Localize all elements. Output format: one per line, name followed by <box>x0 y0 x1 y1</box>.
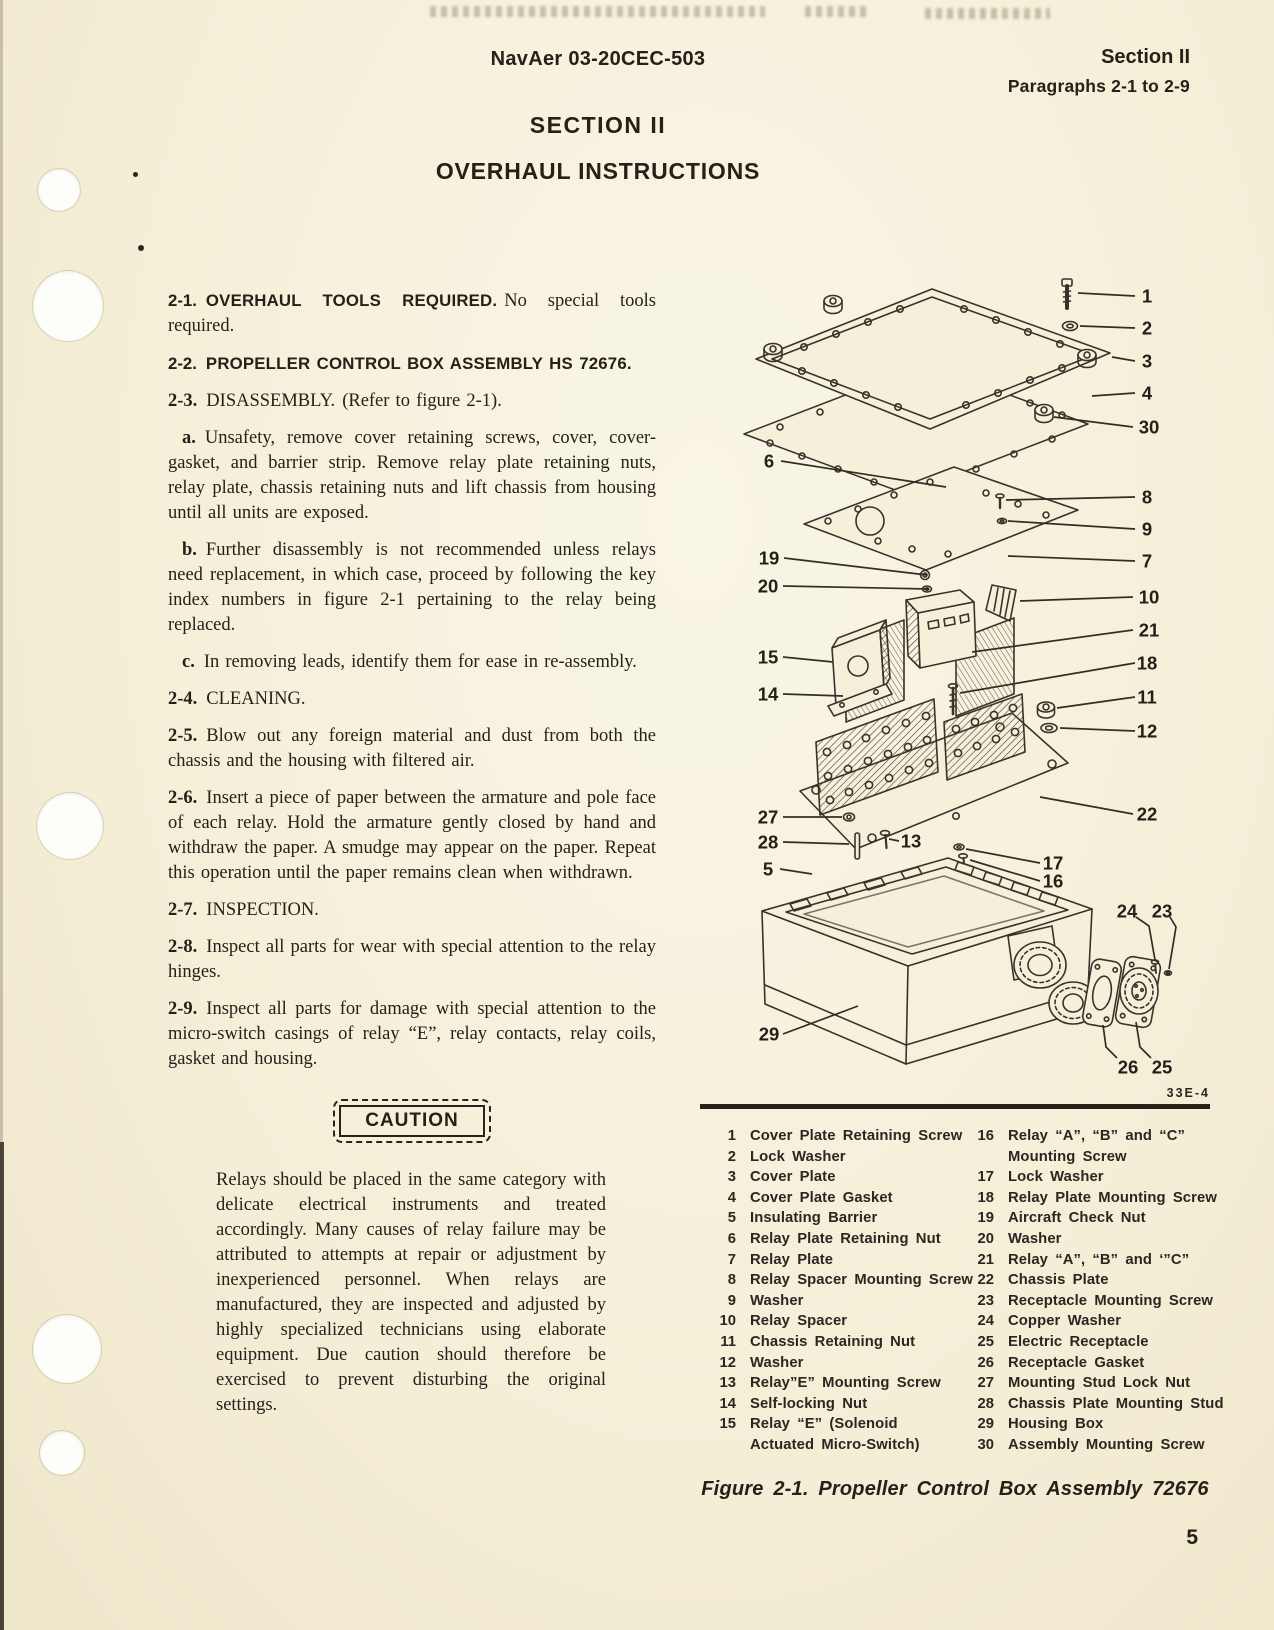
copper-washer-art <box>1165 971 1172 975</box>
part-item: 18 Relay Plate Mounting Screw <box>977 1189 1217 1206</box>
callout-number-3: 3 <box>1141 350 1153 372</box>
part-item: 27 Mounting Stud Lock Nut <box>977 1375 1191 1392</box>
callout-leader-24 <box>1136 917 1155 960</box>
callout-number-19: 19 <box>758 547 780 569</box>
callout-number-16: 16 <box>1042 870 1064 892</box>
header-right <box>1008 46 1190 97</box>
part-item: 12 Washer <box>719 1354 804 1371</box>
relay-plate-art <box>804 467 1078 570</box>
figure-rule <box>700 1104 1210 1109</box>
paper-speck <box>138 245 144 251</box>
electric-receptacle-art <box>1114 955 1161 1028</box>
part-item: 30 Assembly Mounting Screw <box>977 1436 1205 1453</box>
caution-label: CAUTION <box>339 1105 485 1137</box>
part-item: 14 Self-locking Nut <box>719 1395 868 1412</box>
callout-number-29: 29 <box>758 1023 780 1045</box>
callout-leader-15 <box>783 657 833 662</box>
callout-number-10: 10 <box>1138 586 1160 608</box>
part-item: 23 Receptacle Mounting Screw <box>977 1292 1214 1309</box>
paragraphs <box>168 288 656 1072</box>
callout-leader-1 <box>1078 293 1135 296</box>
part-item: 17 Lock Washer <box>977 1169 1104 1186</box>
callout-leader-4 <box>1092 393 1135 396</box>
parts-legend-left <box>710 1126 974 1456</box>
scan-smudge <box>430 6 765 17</box>
callout-number-30: 30 <box>1138 416 1160 438</box>
callout-leader-10 <box>1020 597 1133 601</box>
parts-legend <box>710 1126 1224 1456</box>
callout-leader-5 <box>780 869 812 874</box>
parts-legend-right <box>968 1126 1224 1456</box>
section-subtitle: OVERHAUL INSTRUCTIONS <box>435 158 761 184</box>
callout-leader-13 <box>889 839 899 841</box>
callout-leader-17 <box>966 849 1040 863</box>
part-item: 11 Chassis Retaining Nut <box>720 1333 916 1350</box>
part-item: 9 Washer <box>727 1292 804 1309</box>
lock-washer-art <box>1063 322 1078 331</box>
stud-lock-nut-art <box>844 813 855 821</box>
part-item: Actuated Micro-Switch) <box>750 1436 920 1453</box>
callout-leader-23 <box>1169 917 1176 969</box>
callout-number-20: 20 <box>757 575 779 597</box>
figure-caption: Figure 2-1. Propeller Control Box Assembly 72676 <box>701 1478 1209 1500</box>
paragraph-b: b. Further disassembly is not recommended unless relays need replacement, in which case, proceed by following the key index numbers in figure 2-1 pertaining to the relay being replaced. <box>168 540 656 635</box>
part-item: 28 Chassis Plate Mounting Stud <box>977 1395 1224 1412</box>
paragraph-c: c. In removing leads, identify them for ease in re-assembly. <box>182 652 637 672</box>
callout-leader-12 <box>1060 728 1135 731</box>
callout-number-27: 27 <box>757 806 779 828</box>
callout-number-11: 11 <box>1137 686 1157 708</box>
paragraph-2-8: 2-8. Inspect all parts for wear with special attention to the relay hinges. <box>168 937 656 982</box>
part-item: 15 Relay “E” (Solenoid <box>719 1416 898 1433</box>
callout-number-5: 5 <box>762 858 774 880</box>
mounting-stud-art <box>855 833 860 859</box>
callout-number-26: 26 <box>1117 1056 1139 1078</box>
caution-box <box>333 1099 491 1143</box>
callout-number-9: 9 <box>1141 518 1153 540</box>
callout-number-14: 14 <box>757 683 779 705</box>
paragraph-2-2: 2-2. PROPELLER CONTROL BOX ASSEMBLY HS 72676. <box>168 354 632 373</box>
callout-leader-22 <box>1040 797 1133 814</box>
part-item: 22 Chassis Plate <box>977 1272 1109 1289</box>
punch-hole <box>33 1315 101 1383</box>
header-paragraph-range: Paragraphs 2-1 to 2-9 <box>1007 76 1190 96</box>
callout-number-23: 23 <box>1151 900 1173 922</box>
part-item: 13 Relay”E” Mounting Screw <box>719 1375 941 1392</box>
part-item: 10 Relay Spacer <box>719 1313 848 1330</box>
relay-spacer-art <box>986 585 1016 621</box>
callout-number-4: 4 <box>1141 382 1153 404</box>
paragraph-2-3: 2-3. DISASSEMBLY. (Refer to figure 2-1). <box>168 391 502 411</box>
callout-number-28: 28 <box>757 831 779 853</box>
part-item: 26 Receptacle Gasket <box>977 1354 1145 1371</box>
text-column <box>168 288 656 1418</box>
relay-abc-art <box>906 590 976 668</box>
scan-edge-strip <box>0 1142 4 1630</box>
cover-plate-art <box>756 289 1110 429</box>
callout-leader-14 <box>783 694 843 696</box>
callout-leader-3 <box>1112 357 1135 361</box>
punch-hole <box>33 271 103 341</box>
part-item: 6 Relay Plate Retaining Nut <box>727 1230 941 1247</box>
part-item: 4 Cover Plate Gasket <box>727 1189 893 1206</box>
callout-leader-11 <box>1057 697 1135 708</box>
doc-number: NavAer 03-20CEC-503 <box>490 48 706 70</box>
part-item: 19 Aircraft Check Nut <box>977 1210 1146 1227</box>
exploded-diagram <box>695 258 1215 1083</box>
callout-number-21: 21 <box>1138 619 1160 641</box>
cover-screw-art <box>1062 279 1072 308</box>
part-item: Mounting Screw <box>1008 1148 1127 1165</box>
part-item: 5 Insulating Barrier <box>727 1210 878 1227</box>
paragraph-2-9: 2-9. Inspect all parts for damage with special attention to the micro-switch casings of relay “E”, relay contacts, relay coils, gasket and housing. <box>168 999 656 1069</box>
callout-leader-7 <box>1008 556 1135 561</box>
paragraph-2-1: 2-1. OVERHAUL TOOLS REQUIRED. No special tools required. <box>168 291 656 336</box>
part-item: 25 Electric Receptacle <box>977 1333 1149 1350</box>
part-item: 2 Lock Washer <box>727 1148 846 1165</box>
part-item: 7 Relay Plate <box>727 1251 834 1268</box>
paragraph-a: a. Unsafety, remove cover retaining screws, cover, cover-gasket, and barrier strip. Remove relay plate retaining nuts, relay plate, chassis retaining nuts and lift chassis from housing until all units are exposed. <box>168 428 656 523</box>
punch-hole <box>40 1431 84 1475</box>
page-number: 5 <box>1186 1526 1198 1549</box>
callout-number-1: 1 <box>1141 285 1153 307</box>
paragraph-2-4: 2-4. CLEANING. <box>168 689 306 709</box>
part-item: 8 Relay Spacer Mounting Screw <box>727 1272 974 1289</box>
callout-number-15: 15 <box>757 646 779 668</box>
caution-text: Relays should be placed in the same category with delicate electrical instruments and treated accordingly. Many causes of relay failure may be attributed to attempts at repair or adjustment by inexperienced personnel. When relays are manufactured, they are inspected and adjusted by highly specialized technicians using elaborate equipment. Due caution should therefore be exercised to prevent disturbing the original settings. <box>216 1170 606 1415</box>
header-section: Section II <box>1101 46 1190 68</box>
part-item: 16 Relay “A”, “B” and “C” <box>977 1128 1185 1144</box>
callout-number-17: 17 <box>1042 852 1064 874</box>
punch-hole <box>38 169 80 211</box>
part-item: 20 Washer <box>977 1230 1062 1247</box>
part-item: 1 Cover Plate Retaining Screw <box>727 1128 963 1144</box>
punch-hole <box>37 793 103 859</box>
callout-leader-2 <box>1080 326 1135 328</box>
section-title: SECTION II <box>529 112 667 138</box>
callout-number-13: 13 <box>900 830 922 852</box>
callout-number-24: 24 <box>1116 900 1138 922</box>
part-item: 24 Copper Washer <box>977 1313 1122 1330</box>
callout-number-12: 12 <box>1136 720 1158 742</box>
chassis-washer-art <box>1041 724 1057 733</box>
callout-leader-20 <box>783 586 929 589</box>
paper-speck <box>133 172 138 177</box>
callout-number-6: 6 <box>763 450 775 472</box>
paragraph-2-6: 2-6. Insert a piece of paper between the armature and pole face of each relay. Hold the armature gently closed by hand and withdraw the paper. A smudge may appear on the paper. Repeat this operation until the paper remains clean when withdrawn. <box>168 788 656 883</box>
part-item: 29 Housing Box <box>977 1416 1104 1433</box>
callout-number-8: 8 <box>1141 486 1153 508</box>
callout-leader-26 <box>1103 1025 1117 1058</box>
paragraph-2-5: 2-5. Blow out any foreign material and dust from both the chassis and the housing with filtered air. <box>168 726 656 771</box>
scan-smudge <box>925 8 1050 19</box>
callout-number-22: 22 <box>1136 803 1158 825</box>
part-item: 3 Cover Plate <box>727 1169 836 1186</box>
lock-washer-small-art <box>954 844 964 850</box>
scan-smudge <box>805 6 867 17</box>
callout-number-18: 18 <box>1136 652 1158 674</box>
plate-code: 33E-4 <box>1166 1086 1210 1100</box>
callout-leader-28 <box>783 842 849 844</box>
paragraph-2-7: 2-7. INSPECTION. <box>168 900 319 920</box>
chassis-nut-art <box>1038 702 1055 718</box>
callout-number-25: 25 <box>1151 1056 1173 1078</box>
callout-number-7: 7 <box>1141 550 1153 572</box>
part-item: 21 Relay “A”, “B” and ‘”C” <box>977 1251 1190 1268</box>
callout-number-2: 2 <box>1141 317 1153 339</box>
